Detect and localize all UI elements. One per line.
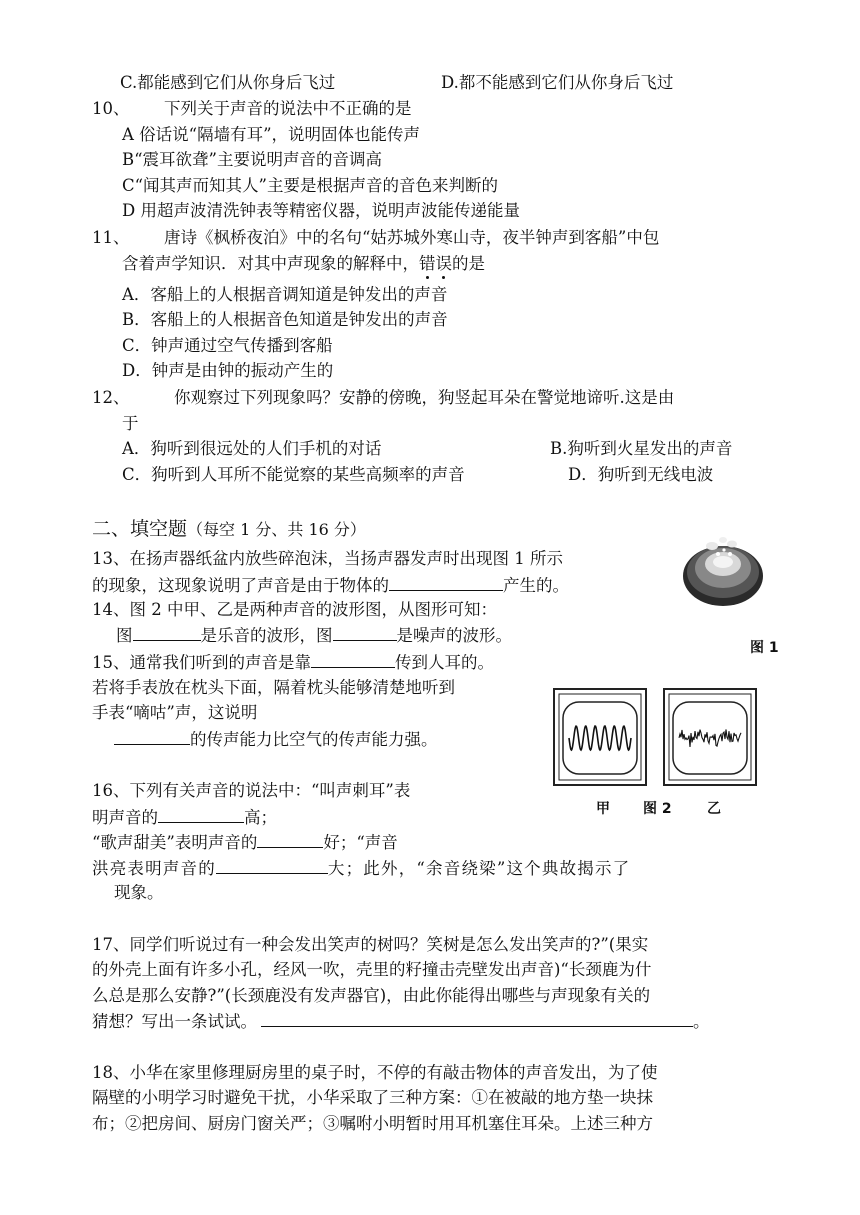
q11-stem-line2-post: 的是 — [452, 254, 485, 273]
q10-option-b: B“震耳欲聋”主要说明声音的音调高 — [122, 150, 382, 169]
answer-blank[interactable] — [133, 624, 201, 641]
q11-stem-line2 — [122, 253, 485, 275]
q13-line2 — [92, 574, 569, 597]
answer-blank[interactable] — [114, 728, 190, 745]
q16-line3 — [92, 831, 398, 854]
q16-line4 — [92, 857, 630, 880]
waveform-diagram — [553, 688, 757, 788]
q10-stem: 下列关于声音的说法中不正确的是 — [164, 99, 412, 118]
answer-blank[interactable] — [311, 651, 395, 668]
q17-line4 — [92, 1010, 710, 1033]
q11-stem-line2-pre: 含着声学知识．对其中声现象的解释中， — [122, 254, 419, 273]
q18-line1: 18、小华在家里修理厨房里的桌子时，不停的有敲击物体的声音发出，为了使 — [92, 1063, 658, 1082]
q10-option-c: C“闻其声而知其人”主要是根据声音的音色来判断的 — [122, 176, 498, 195]
q10-option-a: A 俗话说“隔墙有耳”，说明固体也能传声 — [122, 125, 421, 144]
q16-line5: 现象。 — [114, 883, 164, 902]
q9-option-c: C.都能感到它们从你身后飞过 — [120, 73, 336, 92]
section-title-text: 二、填空题 — [92, 518, 188, 540]
q12-stem-line1: 你观察过下列现象吗？安静的傍晚，狗竖起耳朵在警觉地谛听.这是由 — [174, 388, 675, 407]
answer-blank[interactable] — [216, 857, 328, 874]
answer-blank[interactable] — [333, 624, 397, 641]
q12-option-c: C．狗听到人耳所不能觉察的某些高频率的声音 — [122, 465, 465, 484]
section-title — [92, 518, 366, 541]
emphasis-char-1: 错 — [419, 254, 436, 273]
q18-line3: 布；②把房间、厨房门窗关严；③嘱咐小明暂时用耳机塞住耳朵。上述三种方 — [92, 1114, 653, 1133]
q13-line2-pre: 的现象，这现象说明了声音是由于物体的 — [92, 576, 389, 595]
q17-line4-pre: 猜想？写出一条试试。 — [92, 1012, 257, 1031]
emphasis-char-2: 误 — [435, 254, 452, 273]
q15-line4 — [114, 728, 438, 751]
q11-stem-line1: 唐诗《枫桥夜泊》中的名句“姑苏城外寒山寺，夜半钟声到客船”中包 — [164, 228, 660, 247]
figure1-caption: 图 1 — [750, 640, 779, 656]
q17-line3: 么总是那么安静?”(长颈鹿没有发声器官)，由此你能得出哪些与声现象有关的 — [92, 986, 651, 1005]
q11-option-c: C．钟声通过空气传播到客船 — [122, 336, 333, 355]
q16-line2-pre: 明声音的 — [92, 808, 158, 827]
q12-option-a: A．狗听到很远处的人们手机的对话 — [122, 439, 382, 458]
q11-number: 11、 — [92, 228, 130, 247]
q18-line2: 隔壁的小明学习时避免干扰，小华采取了三种方案：①在被敲的地方垫一块抹 — [92, 1088, 653, 1107]
q10-option-d: D 用超声波清洗钟表等精密仪器，说明声波能传递能量 — [122, 201, 520, 220]
q16-line1: 16、下列有关声音的说法中：“叫声刺耳”表 — [92, 781, 411, 800]
q15-line2: 若将手表放在枕头下面，隔着枕头能够清楚地听到 — [92, 678, 455, 697]
q9-option-d: D.都不能感到它们从你身后飞过 — [441, 73, 674, 92]
q12-number: 12、 — [92, 388, 130, 407]
figure2-right-label: 乙 — [707, 801, 721, 817]
q15-line1 — [92, 651, 494, 674]
q15-line4-post: 的传声能力比空气的传声能力强。 — [190, 730, 438, 749]
q16-line3-post: 好；“声音 — [323, 833, 398, 852]
q14-line2-c: 是噪声的波形。 — [396, 626, 512, 645]
speaker-figure — [680, 532, 766, 610]
q15-line1-pre: 15、通常我们听到的声音是靠 — [92, 653, 311, 672]
q17-line2: 的外壳上面有许多小孔，经风一吹，壳里的籽撞击壳壁发出声音)“长颈鹿为什 — [92, 960, 652, 979]
answer-blank[interactable] — [257, 831, 323, 848]
q15-line1-post: 传到人耳的。 — [395, 653, 494, 672]
figure2-left-label: 甲 — [596, 801, 610, 817]
speaker-icon — [680, 532, 766, 610]
q14-line2-a: 图 — [116, 626, 133, 645]
q14-line2 — [116, 624, 512, 647]
q11-option-b: B．客船上的人根据音色知道是钟发出的声音 — [122, 310, 448, 329]
q14-line1: 14、图 2 中甲、乙是两种声音的波形图，从图形可知： — [92, 600, 497, 619]
section-note: （每空 1 分、共 16 分） — [187, 520, 366, 539]
q17-line4-post: 。 — [693, 1012, 710, 1031]
q11-option-a: A．客船上的人根据音调知道是钟发出的声音 — [122, 285, 448, 304]
q13-line2-post: 产生的。 — [503, 576, 569, 595]
q11-option-d: D．钟声是由钟的振动产生的 — [122, 361, 334, 380]
q13-line1: 13、在扬声器纸盆内放些碎泡沫，当扬声器发声时出现图 1 所示 — [92, 549, 563, 568]
figure2-caption: 图 2 — [643, 801, 672, 817]
q16-line2 — [92, 806, 277, 829]
q10-number: 10、 — [92, 99, 130, 118]
q17-line1: 17、同学们听说过有一种会发出笑声的树吗？笑树是怎么发出笑声的?”(果实 — [92, 935, 649, 954]
q12-option-b: B.狗听到火星发出的声音 — [550, 439, 733, 458]
q16-line3-pre: “歌声甜美”表明声音的 — [92, 833, 258, 852]
waveform-figure — [553, 688, 757, 788]
q12-option-d: D．狗听到无线电波 — [568, 465, 714, 484]
q16-line4-post: 大；此外，“余音绕梁”这个典故揭示了 — [327, 859, 631, 878]
answer-blank[interactable] — [158, 806, 244, 823]
q16-line2-post: 高； — [244, 808, 277, 827]
q16-line4-pre: 洪亮表明声音的 — [92, 859, 216, 878]
q14-line2-b: 是乐音的波形，图 — [200, 626, 333, 645]
q15-line3: 手表“嘀咕”声，这说明 — [92, 703, 258, 722]
q12-stem-line2: 于 — [122, 414, 139, 433]
answer-blank[interactable] — [261, 1010, 693, 1027]
answer-blank[interactable] — [389, 574, 503, 591]
